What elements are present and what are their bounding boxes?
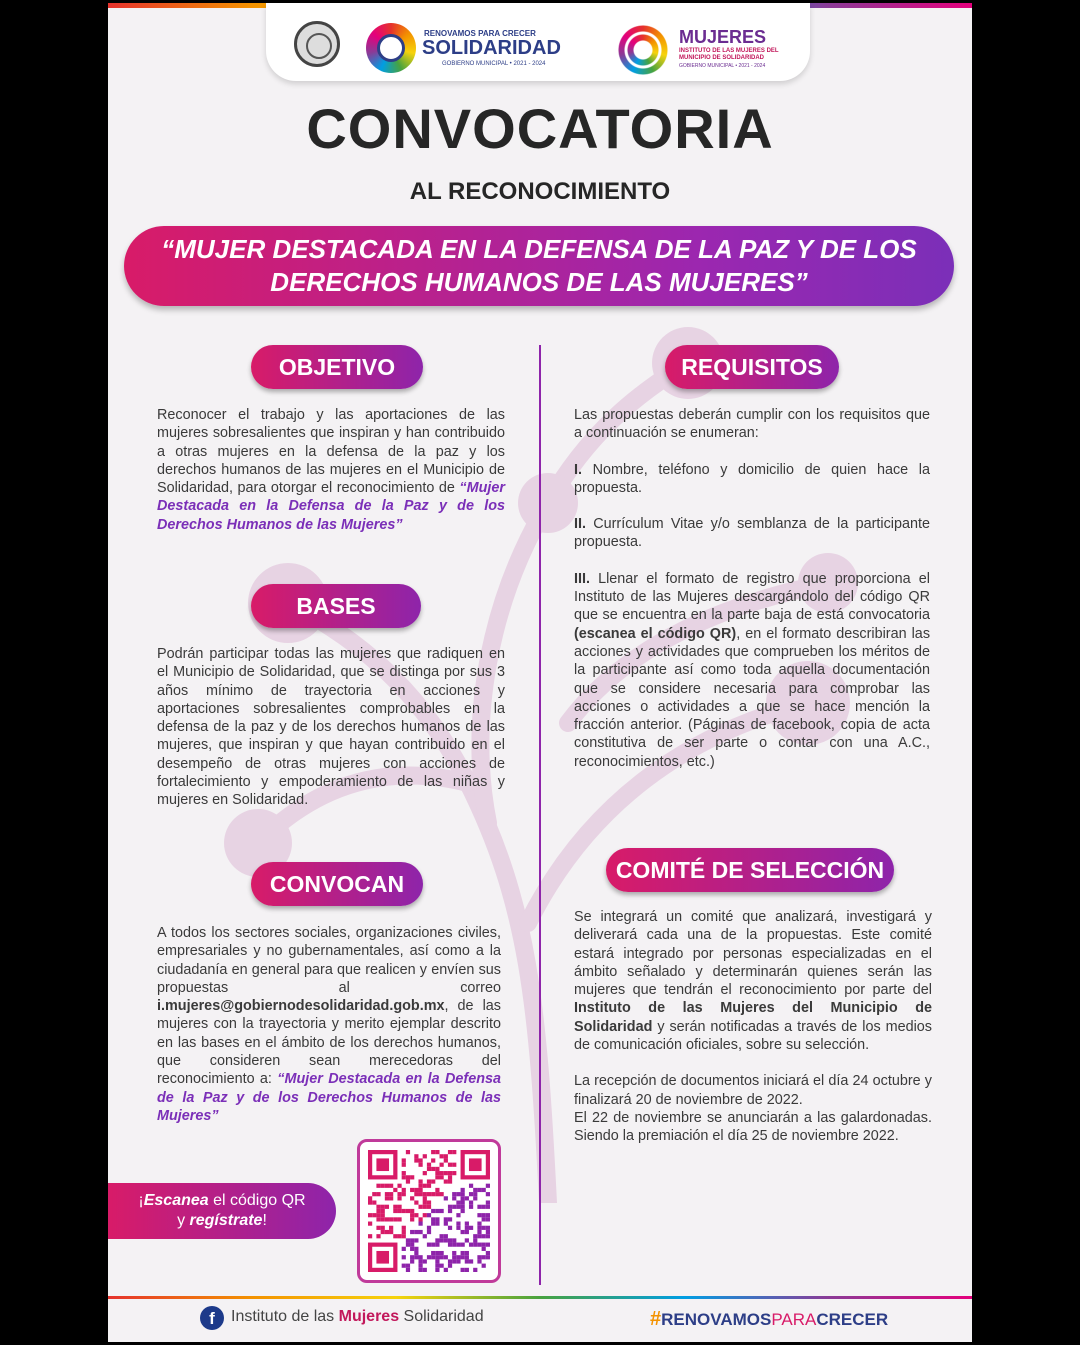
reception-dates: La recepción de documentos iniciará el día 24 octubre y finalizará 20 de noviembre de 2022. [574, 1073, 932, 1108]
comite-text: Se integrará un comité que analizará, investigará y deliverará cada una de la propuestas. Este comité estará integrado por personas especializadas en el ámbito señalado y determinarán quienes serán las mujeres que tendrán el reconocimiento por parte del Instituto de las Mujeres del Municipio de Solidaridad y serán notificadas a través de los medios de comunicación oficiales, sobre su selección. La recepción de documentos iniciará el día 24 octubre y finalizará 20 de noviembre de 2022. El 22 de noviembre se anunciarán a las galardonadas. Siendo la premiación el día 25 de noviembre 2022. [574, 909, 932, 1145]
logo-bar [266, 3, 810, 81]
solidaridad-tagline: RENOVAMOS PARA CRECER [424, 29, 536, 38]
scan-qr-callout: ¡Escanea el código QR y regístrate! [108, 1183, 336, 1239]
convocan-text: A todos los sectores sociales, organizaciones civiles, empresariales y no gubernamentales, así como a la ciudadanía en general para que realicen y envíen sus propuestas al correo i.mujeres@gobiernodesolidaridad.gob.mx, de las mujeres con la trayectoria y merito ejemplar descrito en las bases en el ámbito de los derechos humanos, que consideren sean merecedoras del reconocimiento a: “Mujer Destacada en la Defensa de la Paz y de los Derechos Humanos de las Mujeres” [157, 925, 501, 1124]
award-banner [124, 226, 954, 306]
bases-text: Podrán participar todas las mujeres que radiquen en el Municipio de Solidaridad, que se distinga por sus 3 años mínimo de trayectoria en acciones y aportaciones sobresalientes comprobables en la defensa de la paz y de los derechos humanos de las mujeres, que inspiran y que hayan contribuido en el desempeño de otras mujeres con acciones de fortalecimiento y empoderamiento de las niñas y mujeres en Solidaridad. [157, 646, 505, 809]
comite-heading: COMITÉ DE SELECCIÓN [606, 848, 894, 892]
requisito-item-2: II. Currículum Vitae y/o semblanza de la participante propuesta. [574, 516, 930, 551]
solidaridad-wordmark: SOLIDARIDAD [422, 37, 561, 59]
campaign-hashtag: #RENOVAMOSPARACRECER [650, 1308, 889, 1330]
solidaridad-subtext: GOBIERNO MUNICIPAL • 2021 - 2024 [442, 61, 546, 67]
requisitos-text [574, 406, 930, 771]
column-divider [539, 345, 541, 1285]
objetivo-text: Reconocer el trabajo y las aportaciones de las mujeres sobresalientes que inspiran y han contribuido a otras mujeres en la defensa de la paz y los derechos humanos de las mujeres en el Municipio de Solidaridad, para otorgar el reconocimiento de “Mujer Destacada en la Defensa de la Paz y de los Derechos Humanos de las Mujeres” [157, 407, 505, 533]
convocan-heading: CONVOCAN [251, 862, 423, 906]
qr-code-icon[interactable] [368, 1150, 490, 1272]
objetivo-award-name: “Mujer Destacada en la Defensa de la Paz y de los Derechos Humanos de las Mujeres” [157, 480, 505, 533]
contact-email[interactable]: i.mujeres@gobiernodesolidaridad.gob.mx [157, 998, 445, 1015]
solidaridad-logo-icon [366, 23, 416, 73]
requisito-item-3: III. Llenar el formato de registro que proporciona el Instituto de las Mujeres descargándolo del código QR que se encuentra en la parte baja de está convocatoria (escanea el código QR), en el formato describiran las acciones y actividades que comprueben los méritos de la participante así como toda aquella documentación que se considere necesaria para comprobar las acciones o actividades a que se hace mención la fracción anterior. (Páginas de facebook, copia de acta constitutiva de ser parte o contar con una A.C., reconocimientos, etc.) [574, 570, 931, 770]
mujeres-wordmark: MUJERES [679, 27, 767, 47]
requisitos-heading: REQUISITOS [665, 345, 839, 389]
page-title: CONVOCATORIA [306, 97, 774, 160]
mujeres-subtext: INSTITUTO DE LAS MUJERES DEL MUNICIPIO DE SOLIDARIDAD [679, 48, 779, 61]
facebook-page-name[interactable]: Instituto de las Mujeres Solidaridad [231, 1308, 484, 1325]
convocan-award-name: “Mujer Destacada en la Defensa de la Paz y de los Derechos Humanos de las Mujeres” [157, 1071, 501, 1124]
requisito-item-1: I. Nombre, teléfono y domicilio de quien hace la propuesta. [574, 461, 930, 496]
objetivo-heading: OBJETIVO [251, 345, 423, 389]
poster [108, 3, 972, 1342]
municipal-seal-icon [294, 21, 340, 67]
bases-heading: BASES [251, 584, 421, 628]
footer-rainbow-stripe [108, 1296, 972, 1299]
mujeres-logo-icon [618, 25, 668, 75]
mujeres-subtext-2: GOBIERNO MUNICIPAL • 2021 - 2024 [679, 63, 766, 69]
page-subtitle: AL RECONOCIMIENTO [409, 178, 671, 205]
facebook-icon[interactable]: f [200, 1306, 224, 1330]
requisitos-intro: Las propuestas deberán cumplir con los requisitos que a continuación se enumeran: [574, 407, 930, 442]
award-name: “MUJER DESTACADA EN LA DEFENSA DE LA PAZ Y DE LOS DERECHOS HUMANOS DE LAS MUJERES” [161, 234, 917, 297]
announcement-dates: El 22 de noviembre se anunciarán a las galardonadas. Siendo la premiación el día 25 de noviembre 2022. [574, 1109, 932, 1145]
registration-qr-code[interactable] [357, 1139, 501, 1283]
